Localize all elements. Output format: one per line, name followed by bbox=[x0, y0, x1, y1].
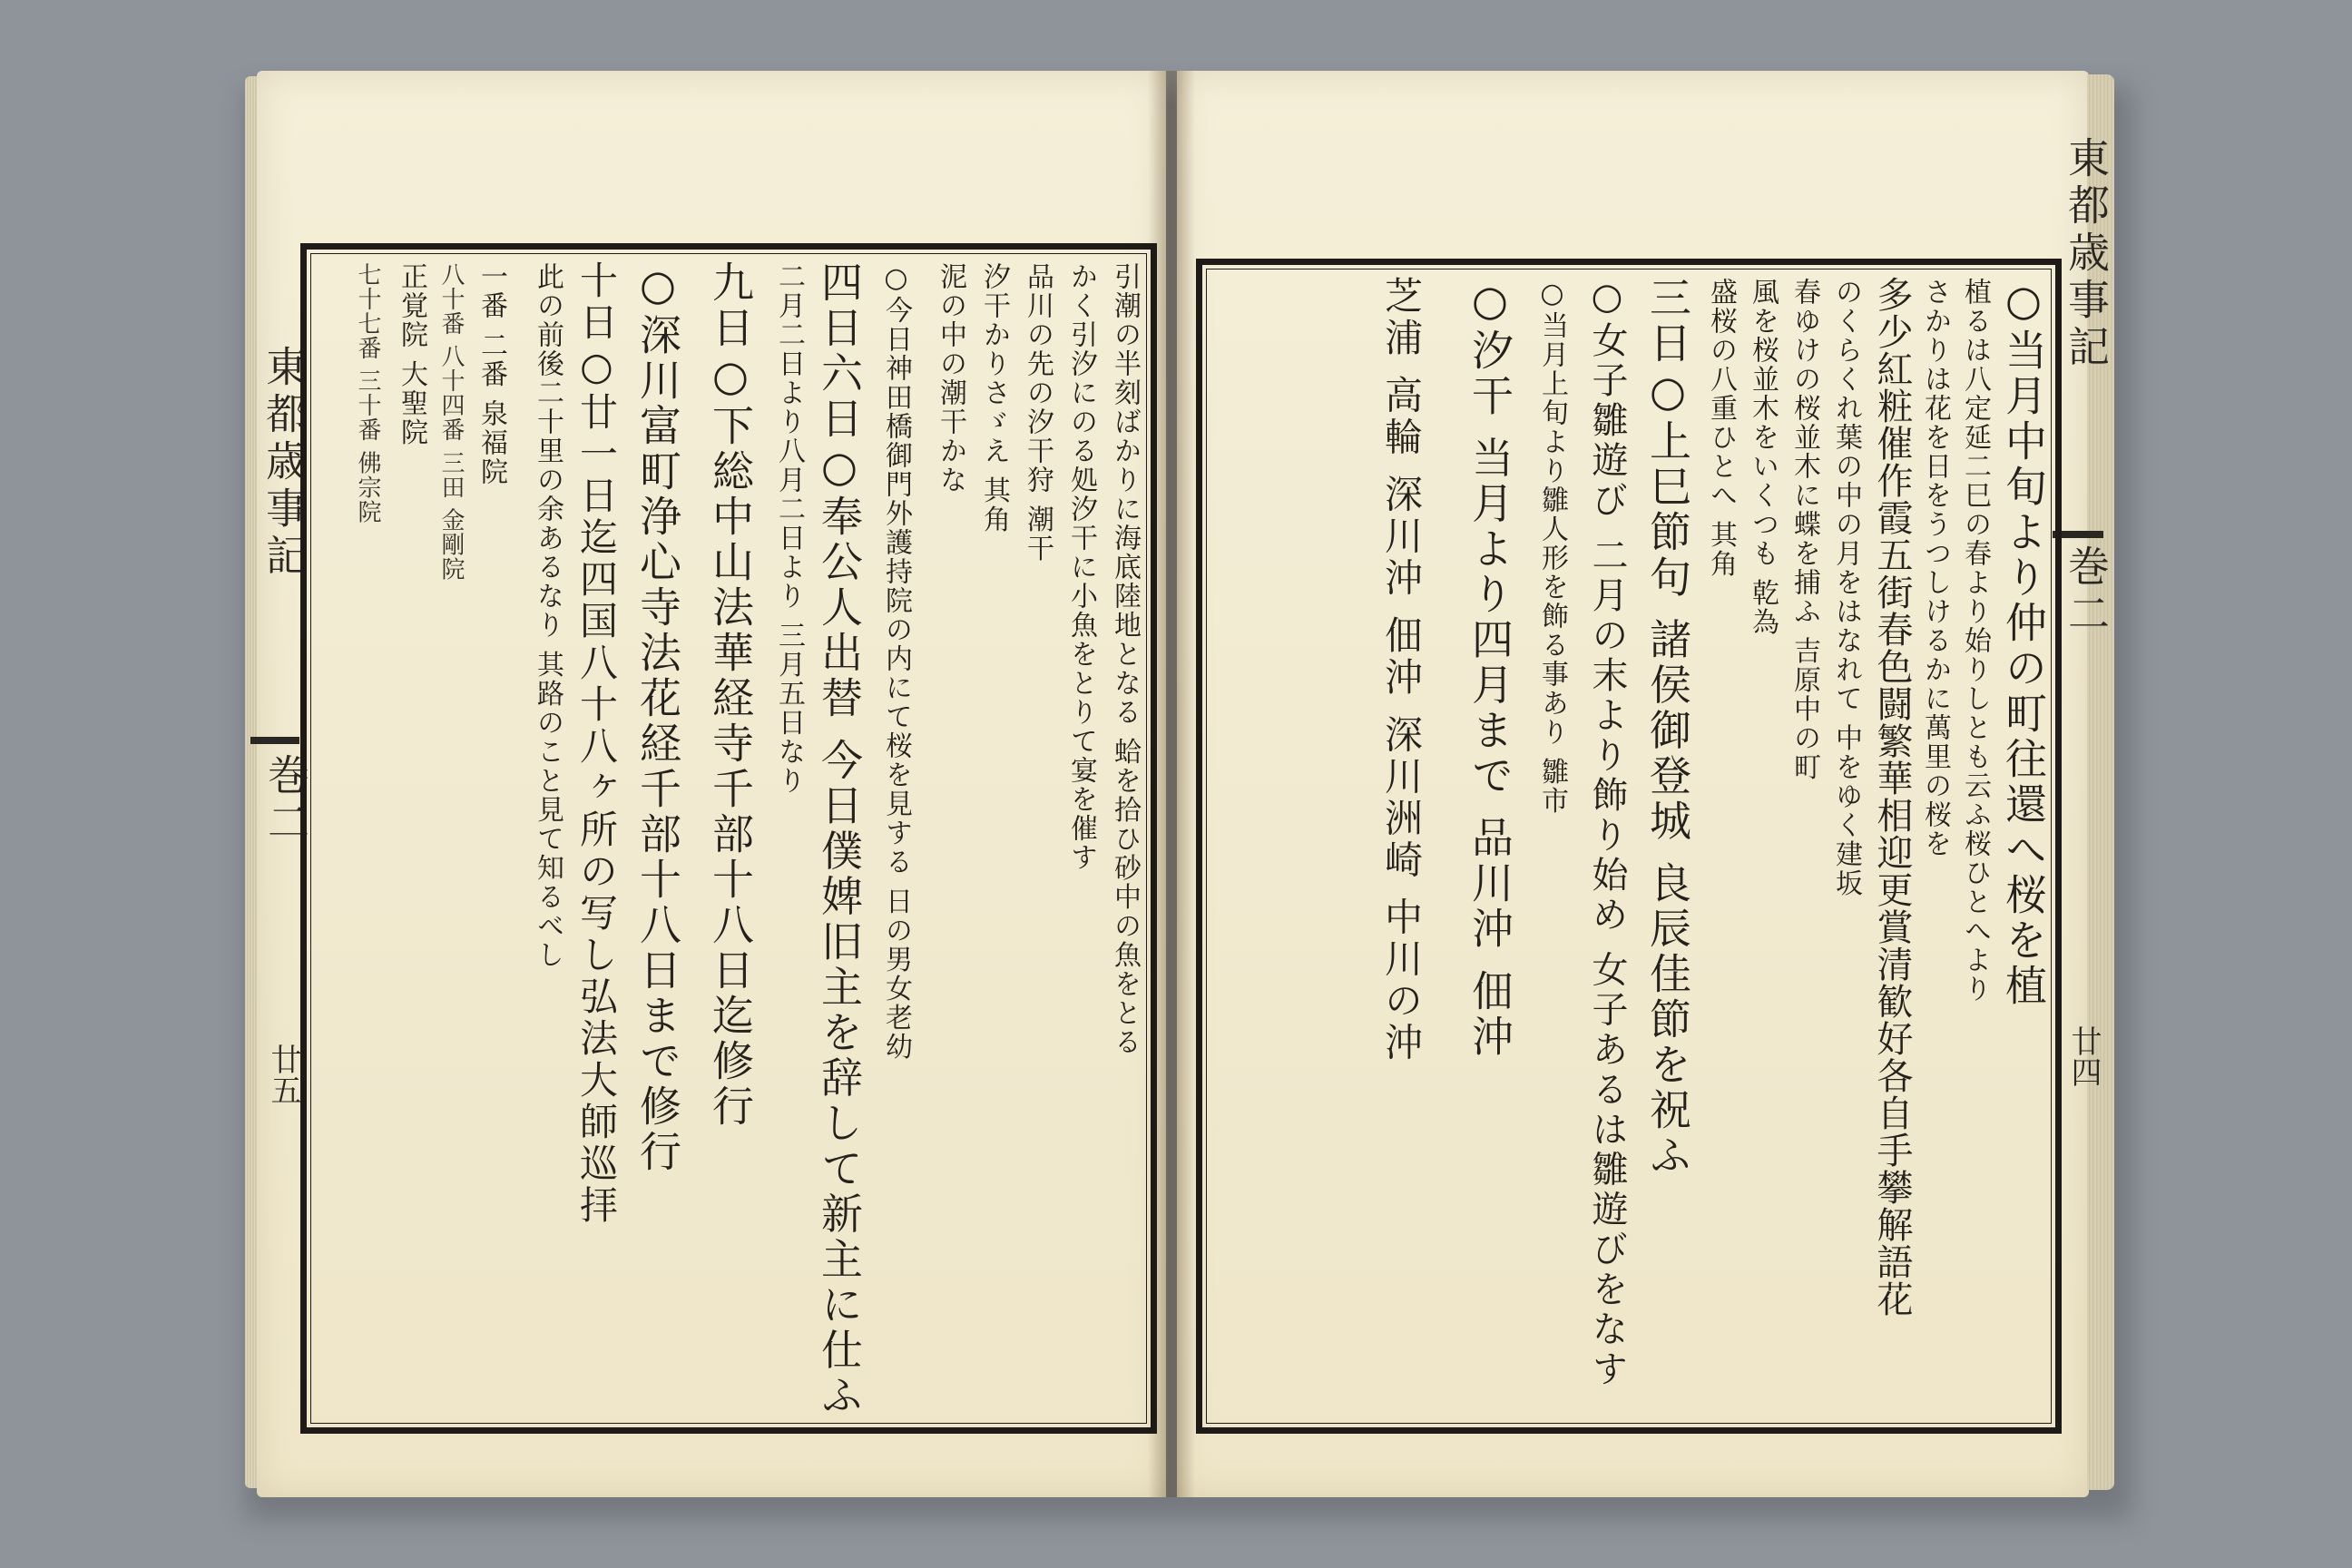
text-column: 十日○廿一日迄四国八十八ヶ所の写し弘法大師巡拝 bbox=[574, 260, 619, 1227]
text-column: 一番 二番 泉福院 bbox=[475, 262, 507, 487]
text-column: のくらくれ葉の中の月をはなれて 中をゆく建坂 bbox=[1830, 278, 1862, 898]
text-column: かく引汐にのる処汐干に小魚をとりて宴を催す bbox=[1065, 262, 1097, 872]
text-column: 植るは八定延二巳の春より始りしとも云ふ桜ひとへより bbox=[1959, 278, 1991, 1004]
right-margin-volume: 巻二 bbox=[2062, 544, 2111, 639]
left-margin-rule bbox=[250, 737, 299, 744]
text-column: ○今日神田橋御門外護持院の内にて桜を見する 日の男女老幼 bbox=[880, 262, 912, 1062]
text-column: 汐干かりさゞえ 其角 bbox=[978, 262, 1010, 534]
text-column: 芝浦 高輪 深川沖 佃沖 深川洲崎 中川の沖 bbox=[1379, 276, 1424, 1064]
text-column: 風を桜並木をいくつも 乾為 bbox=[1747, 278, 1779, 637]
text-column: 春ゆけの桜並木に蝶を捕ふ 吉原中の町 bbox=[1788, 278, 1820, 782]
text-column: ○女子雛遊び 二月の末より飾り始め 女子あるは雛遊びをなす bbox=[1586, 276, 1628, 1390]
text-column: 三日○上巳節句 諸侯御登城 良辰佳節を祝ふ bbox=[1643, 276, 1692, 1180]
text-column: 八十番 八十四番 三田 金剛院 bbox=[437, 262, 465, 582]
left-text-frame bbox=[300, 243, 1157, 1434]
text-column: 泥の中の潮干かな bbox=[935, 262, 966, 495]
text-column: 品川の先の汐干狩 潮干 bbox=[1022, 262, 1054, 564]
right-text-frame bbox=[1196, 259, 2062, 1434]
right-folio: 廿四 bbox=[2065, 1025, 2102, 1087]
text-column: 七十七番 三十番 佛宗院 bbox=[354, 262, 381, 524]
text-column: ○当月中旬より仲の町往還へ桜を植 bbox=[1999, 276, 2048, 1009]
text-column: 多少紅粧催作霞五街春色闘繁華相迎更賞清歓好各自手攀解語花 bbox=[1871, 276, 1913, 1318]
text-column: 引潮の半刻ばかりに海底陸地となる 蛤を拾ひ砂中の魚をとる bbox=[1109, 262, 1141, 1057]
left-margin-volume: 巻二 bbox=[261, 753, 310, 848]
text-column: ○汐干 当月より四月まで 品川沖 佃沖 bbox=[1465, 276, 1514, 1060]
left-margin-title: 東都歳事記 bbox=[260, 345, 309, 581]
text-column: 此の前後二十里の余あるなり 其路のこと見て知るべし bbox=[532, 262, 564, 970]
text-column: 二月二日より八月二日より 三月五日なり bbox=[773, 262, 805, 796]
text-column: 九日○下総中山法華経寺千部十八日迄修行 bbox=[706, 260, 755, 1130]
text-column: 四日六日○奉公人出替 今日僕婢旧主を辞して新主に仕ふ bbox=[815, 260, 864, 1419]
text-column: ○当月上旬より雛人形を飾る事あり 雛市 bbox=[1536, 278, 1568, 816]
left-folio: 廿五 bbox=[265, 1044, 301, 1105]
right-margin-title: 東都歳事記 bbox=[2062, 136, 2111, 372]
text-column: 正覚院 大聖院 bbox=[396, 262, 427, 447]
text-column: さかりは花を日をうつしけるかに萬里の桜を bbox=[1919, 278, 1951, 858]
text-column: ○深川富町浄心寺法花経千部十八日まで修行 bbox=[633, 260, 682, 1175]
text-column: 盛桜の八重ひとへ 其角 bbox=[1705, 278, 1737, 579]
